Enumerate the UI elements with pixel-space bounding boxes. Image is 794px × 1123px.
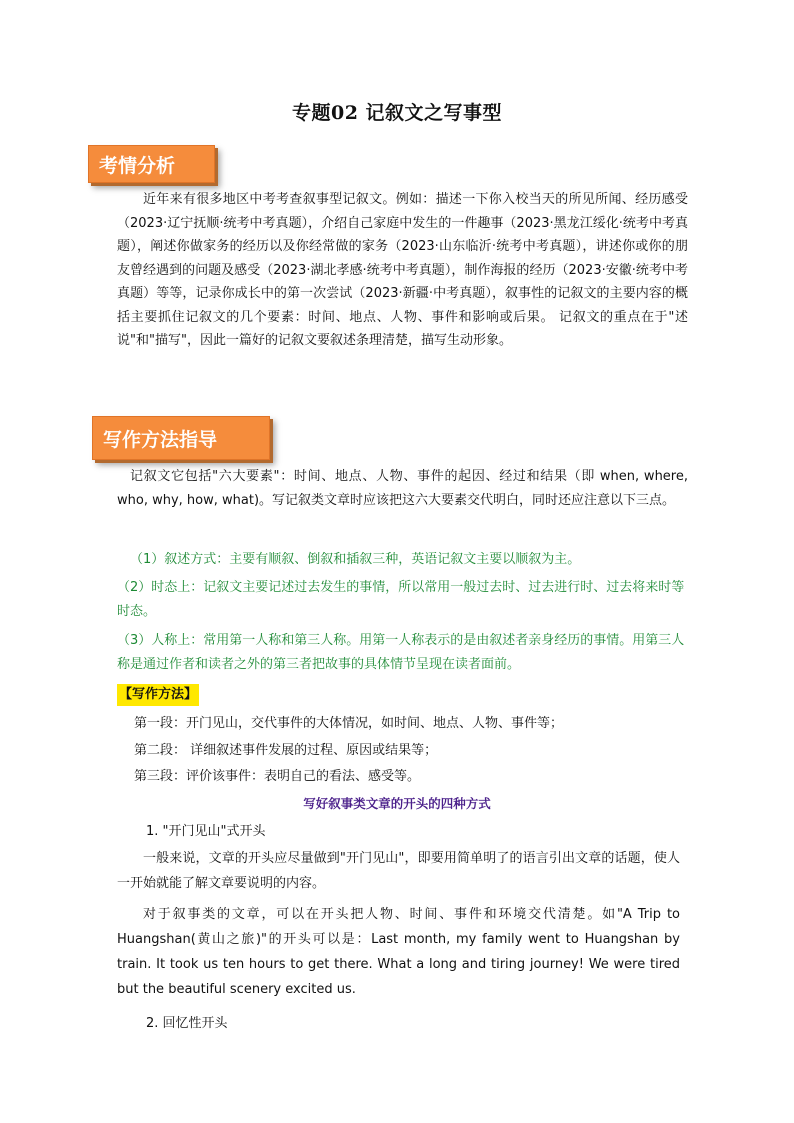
- opening-methods-subheading: 写好叙事类文章的开头的四种方式: [303, 796, 491, 811]
- guide-intro-paragraph: 记叙文它包括"六大要素"：时间、地点、人物、事件的起因、经过和结果（即 when, where, who, why, how, what)。写记叙类文章时应该把这六大要素交代明白，同时还应注意以下三点。: [117, 469, 688, 508]
- method-step-1: 第一段：开门见山，交代事件的大体情况，如时间、地点、人物、事件等；: [134, 716, 564, 731]
- opening-method-2-title: 2. 回忆性开头: [146, 1016, 228, 1031]
- opening-method-1-text: 一般来说，文章的开头应尽量做到"开门见山"，即要用简单明了的语言引出文章的话题，使人一开始就能了解文章要说明的内容。: [117, 851, 680, 891]
- page-title: 专题02 记叙文之写事型: [291, 102, 503, 124]
- point-tense: （2）时态上：记叙文主要记述过去发生的事情，所以常用一般过去时、过去进行时、过去将来时等时态。: [117, 580, 685, 619]
- method-step-2: 第二段： 详细叙述事件发展的过程、原因或结果等；: [134, 743, 438, 758]
- point-person: （3）人称上：常用第一人称和第三人称。用第一人称表示的是由叙述者亲身经历的事情。用第三人称是通过作者和读者之外的第三者把故事的具体情节呈现在读者面前。: [117, 633, 685, 672]
- section-heading-guide: 写作方法指导: [92, 416, 270, 460]
- method-step-3: 第三段：评价该事件：表明自己的看法、感受等。: [134, 769, 421, 784]
- opening-method-1-title: 1. "开门见山"式开头: [146, 824, 266, 839]
- method-heading: 【写作方法】: [117, 684, 199, 706]
- point-narration: （1）叙述方式：主要有顺叙、倒叙和插叙三种，英语记叙文主要以顺叙为主。: [130, 552, 581, 567]
- analysis-paragraph: 近年来有很多地区中考考查叙事型记叙文。例如：描述一下你入校当天的所见所闻、经历感受（2023·辽宁抚顺·统考中考真题），介绍自己家庭中发生的一件趣事（2023·黑龙江绥化·统考中考真题），阐述你做家务的经历以及你经常做的家务（2023·山东临沂·统考中考真题），讲述你或你的朋友曾经遇到的问题及感受（2023·湖北孝感·统考中考真题），制作海报的经历（2023·安徽·统考中考真题）等等，记录你成长中的第一次尝试（2023·新疆·中考真题），叙事性的记叙文的主要内容的概括主要抓住记叙文的几个要素：时间、地点、人物、事件和影响或后果。 记叙文的重点在于"述说"和"描写"，因此一篇好的记叙文要叙述条理清楚，描写生动形象。: [117, 192, 688, 348]
- section-heading-analysis: 考情分析: [88, 145, 215, 183]
- opening-method-1-example: 对于叙事类的文章，可以在开头把人物、时间、事件和环境交代清楚。如"A Trip to Huangshan(黄山之旅)"的开头可以是：Last month, my family went to Huangshan by train. It took us ten hours to get there. What a long and tiring journey! We were tired but the beautiful scenery excited us.: [117, 907, 680, 997]
